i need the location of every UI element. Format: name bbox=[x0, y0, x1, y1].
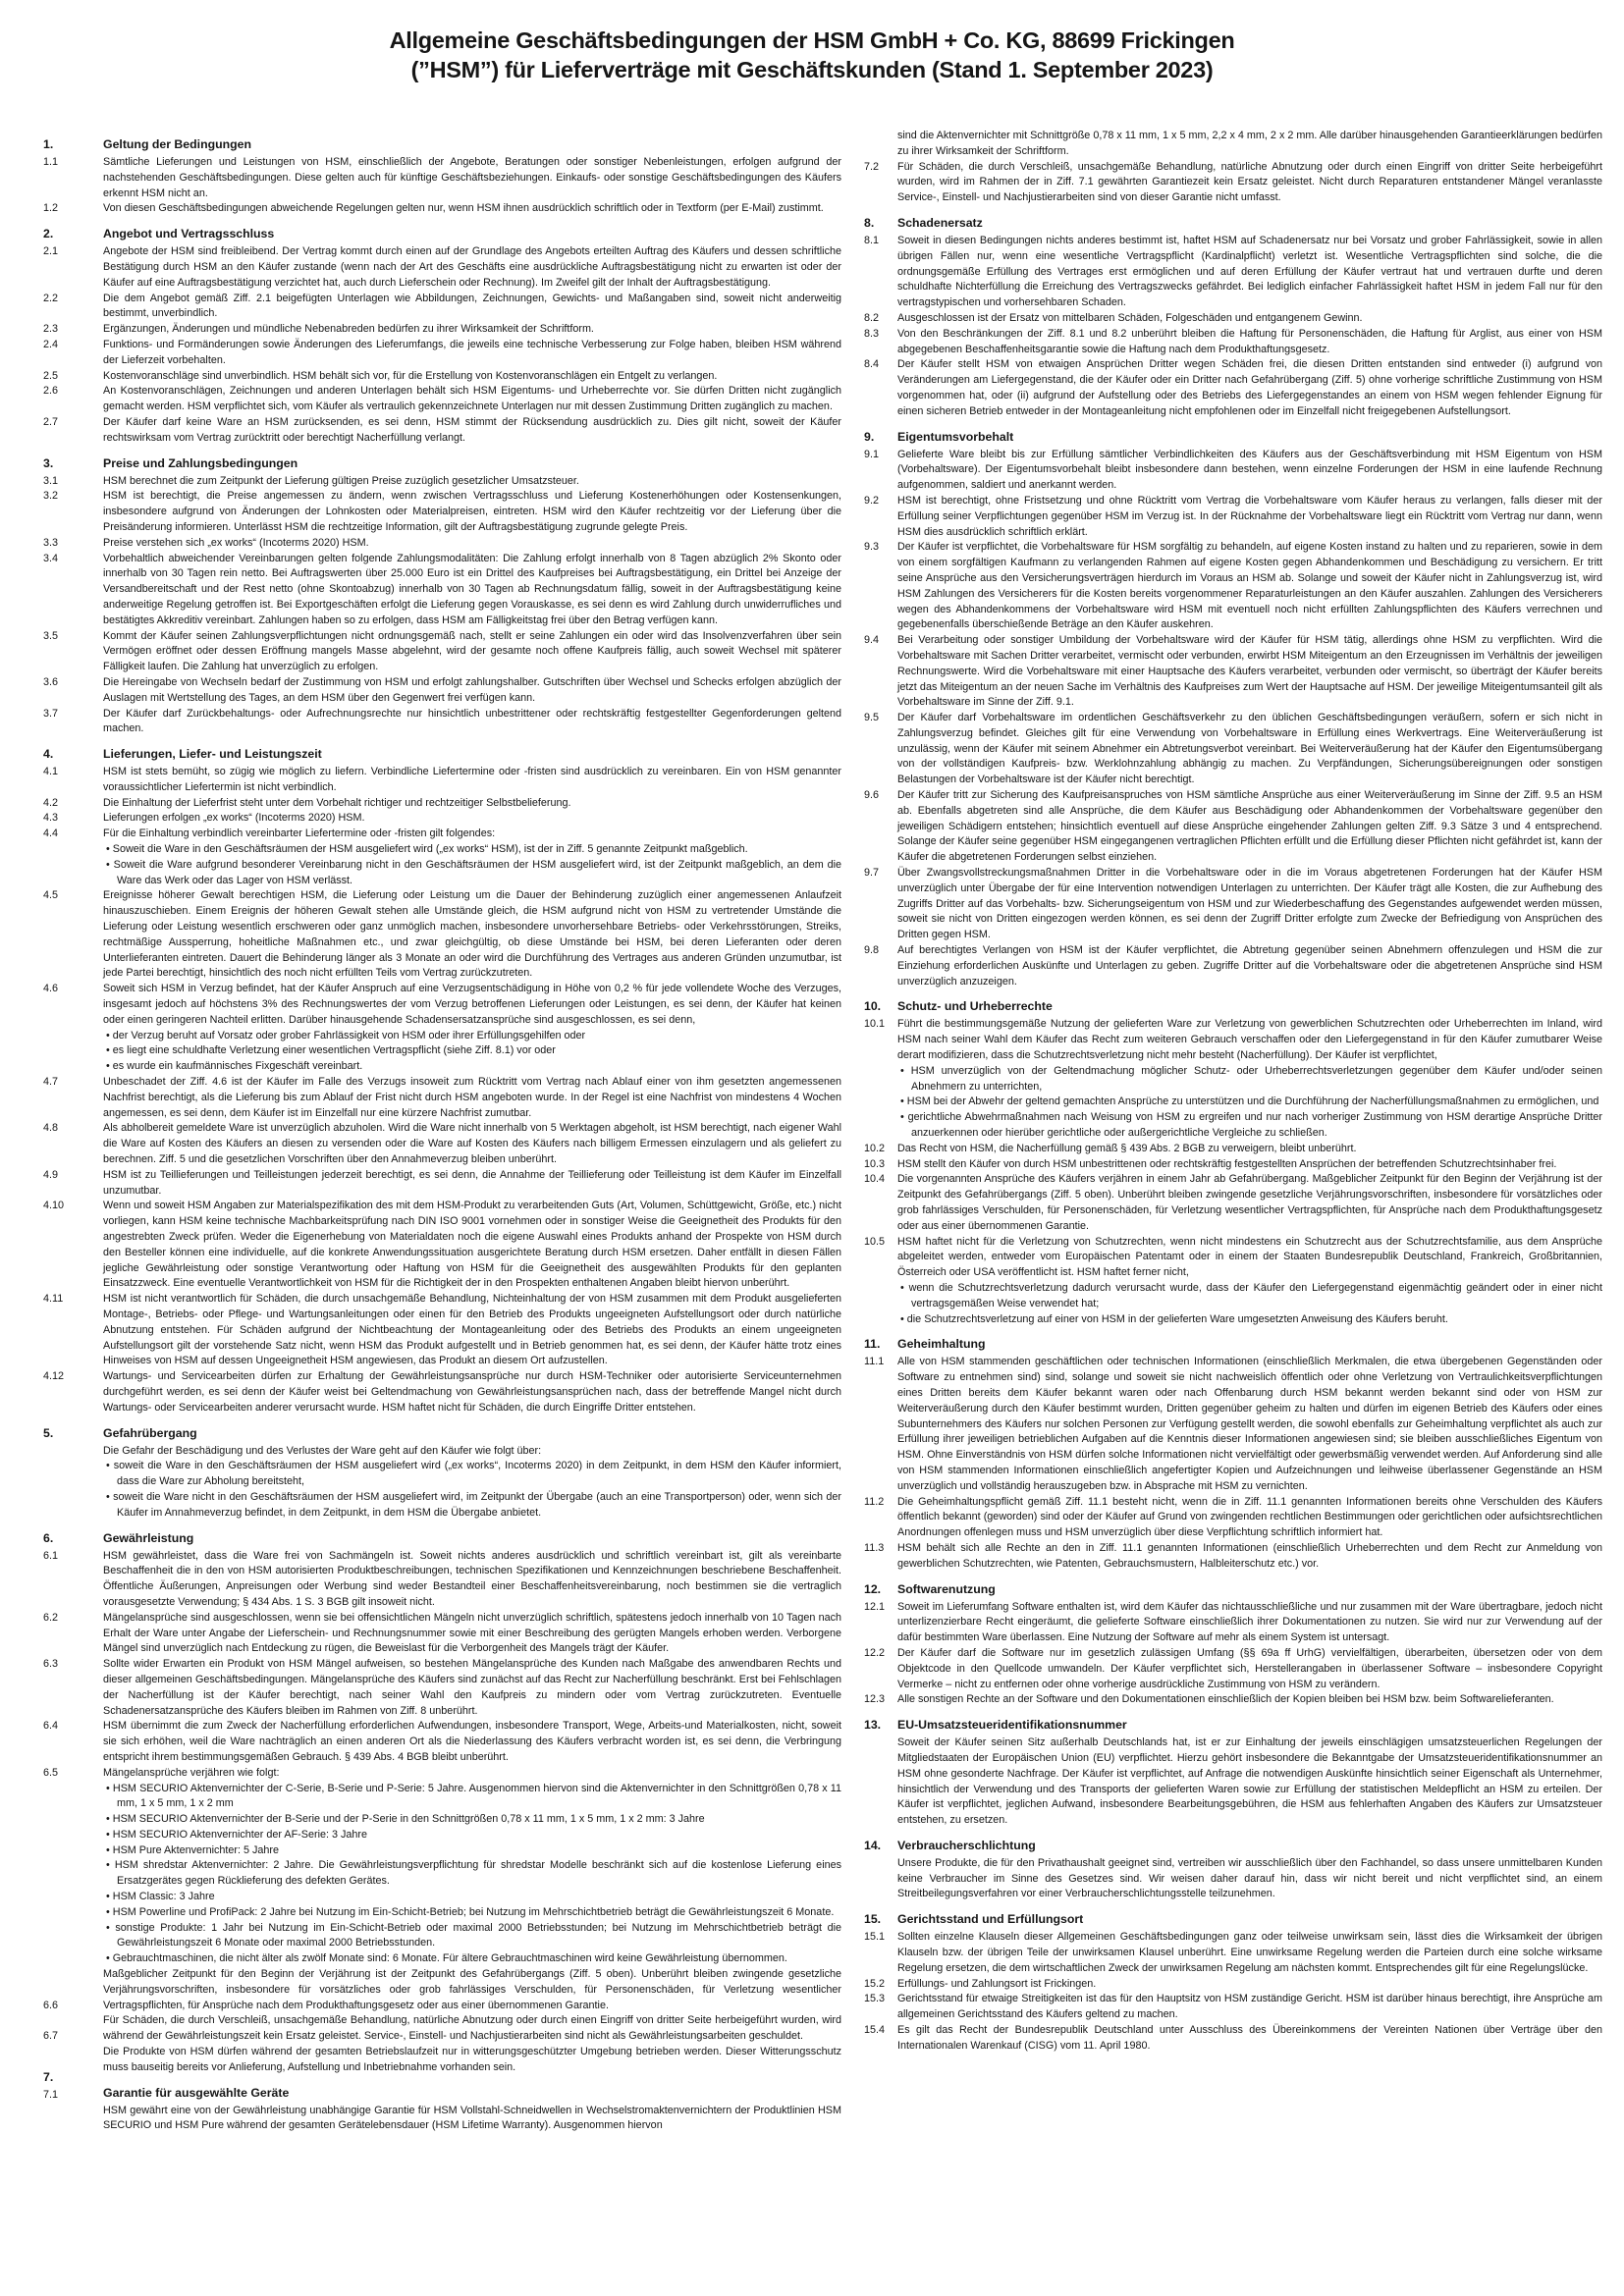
clause-text: HSM ist berechtigt, die Preise angemessen zu ändern, wenn zwischen Vertragsschluss und Lieferung Kostenerhöhungen oder Kostensenkungen, insbesondere aufgrund von Änderungen der Lohnkosten oder Materialpreisen, eintreten. HSM wird den Käufer rechtzeitig vor der Lieferung über die Preisänderung informieren. Unterlässt HSM die rechtzeitige Information, gilt der Auftragsbestätigung zugrunde gelegte Preis. bbox=[103, 490, 841, 533]
clause-text: Für Schäden, die durch Verschleiß, unsachgemäße Behandlung, natürliche Abnutzung oder durch einen Eingriff von dritter Seite herbeigeführt wurden, wird im Rahmen der in Ziff. 7.1 gewährten Garantiezeit kein Ersatz geleistet. Nicht durch Reparaturen entstandener Mängel veranlasste Service-, Einstell- und Nachjustierarbeiten sind von dieser Garantie nicht umfasst. bbox=[897, 160, 1602, 204]
clause-text: Unbeschadet der Ziff. 4.6 ist der Käufer im Falle des Verzugs insoweit zum Rücktritt vom Vertrag nach Ablauf einer von ihm gesetzten angemessenen Nachfrist berechtigt, als die Lieferung bis zum Ablauf der Frist nicht durch HSM angeboten wurde. In der Regel ist eine Nachfrist von mindestens 4 Wochen angemessen, es sei denn, dem Käufer ist im Einzelfall nur eine kürzere Nachfrist zumutbar. bbox=[103, 1076, 841, 1119]
clause-number: 9.6 bbox=[864, 789, 880, 802]
bullet-item bbox=[43, 1459, 841, 1490]
clause-text: HSM haftet nicht für die Verletzung von Schutzrechten, wenn nicht mindestens ein Schutzrecht aus der Schutzrechtsfamilie, aus dem Ansprüche abgeleitet werden, entweder vom Europäischen Patentamt oder in einem der Staaten Bundesrepublik Deutschland, Frankreich, Großbritannien, Österreich oder USA veröffentlicht ist. HSM haftet ferner nicht, bbox=[897, 1235, 1602, 1279]
clause-number: 7.1 bbox=[43, 2088, 59, 2101]
clause-text: Ausgeschlossen ist der Ersatz von mittelbaren Schäden, Folgeschäden und entgangenem Gewinn. bbox=[897, 311, 1363, 324]
clause bbox=[43, 1657, 841, 1719]
section-heading bbox=[43, 455, 841, 472]
clause-number: 13. bbox=[864, 1718, 882, 1733]
bullet-item bbox=[43, 1490, 841, 1522]
clause bbox=[864, 633, 1602, 711]
clause bbox=[43, 369, 841, 385]
clause-number: 4.8 bbox=[43, 1122, 59, 1135]
clause-text: Sämtliche Lieferungen und Leistungen von HSM, einschließlich der Angebote, Beratungen oder sonstiger Nebenleistungen, erfolgen aufgrund der nachstehenden Geschäftsbedingungen. Diese gelten auch für künftige Geschäftsbeziehungen. Einkaufs- oder sonstige Geschäftsbedingungen des Käufers erkennt HSM nicht an. bbox=[103, 156, 841, 199]
clause-number: 3.6 bbox=[43, 675, 59, 688]
clause-number: 9.1 bbox=[864, 448, 880, 460]
clause-text: Soweit in diesen Bedingungen nichts anderes bestimmt ist, haftet HSM auf Schadenersatz nur bei Vorsatz und grober Fahrlässigkeit, sowie in allen übrigen Fällen nur, wenn eine wesentliche Vertragspflicht (Kardinalpflicht) verletzt ist. Wesentliche Vertragspflichten sind solche, die die ordnungsgemäße Erfüllung des Vertrages erst ermöglichen und auf deren Erfüllung der Käufer vertraut hat und vertrauen durfte und deren schuldhafte Nichterfüllung die Erreichung des Vertragszwecks gefährdet. Bei lediglich einfacher Fahrlässigkeit haftet HSM in jedem Fall nur für den vertragstypischen und vorhersehbaren Schaden. bbox=[897, 234, 1602, 309]
clause-text: • soweit die Ware in den Geschäftsräumen der HSM ausgeliefert wird („ex works“, Incoterms 2020) in dem Zeitpunkt, in dem HSM den Käufer informiert, dass die Ware zur Abholung bereitsteht, bbox=[106, 1460, 841, 1488]
clause-text: Erfüllungs- und Zahlungsort ist Frickingen. bbox=[897, 1977, 1097, 1990]
clause-text: Alle von HSM stammenden geschäftlichen oder technischen Informationen (einschließlich Merkmalen, die etwa übergebenen Gegenständen oder Software zu entnehmen sind) sind, solange und soweit sie nicht nachweislich öffentlich oder ohne Verletzung von Vertraulichkeitsverpflichtungen eines Dritten bereits dem Käufer bekannt waren oder nach Offenbarung durch HSM bekannt werden bekannt sind oder von HSM zur Weiterveräußerung durch den Käufer bestimmt wurden, Dritten gegenüber geheim zu halten und dürfen im eigenen Betrieb des Käufers oder eines Subunternehmers des Käufers nur solchen Personen zur Verfügung gestellt werden, die sowohl ebenfalls zur Geheimhaltung verpflichtet als auch zur Erfüllung ihrer jeweiligen betrieblichen Aufgaben auf die Kenntnis dieser Informationen angewiesen sind; sie bleiben ausschließliches Eigentum von HSM. Ohne Einverständnis von HSM dürfen solche Informationen nicht vervielfältigt oder gewerbsmäßig verwendet werden. Auf Anforderung sind alle von HSM stammenden Informationen einschließlich angefertigter Kopien und Aufzeichnungen und leihweise überlassener Gegenstände an HSM unverzüglich und vollständig herauszugeben bzw. in Absprache mit HSM zu vernichten. bbox=[897, 1356, 1602, 1492]
clause-number: 2.1 bbox=[43, 245, 59, 258]
clause-number: 9.7 bbox=[864, 867, 880, 880]
clause-number: 6.3 bbox=[43, 1658, 59, 1671]
section-title: Eigentumsvorbehalt bbox=[897, 429, 1014, 444]
clause bbox=[43, 322, 841, 338]
clause bbox=[864, 160, 1602, 206]
clause-number: 6.7 bbox=[43, 2030, 59, 2043]
bullet-item bbox=[43, 1951, 841, 1967]
section-title: Gefahrübergang bbox=[103, 1425, 197, 1440]
section-title: EU-Umsatzsteueridentifikationsnummer bbox=[897, 1718, 1127, 1733]
section-title: Gerichtsstand und Erfüllungsort bbox=[897, 1912, 1084, 1927]
clause-text: • es liegt eine schuldhafte Verletzung einer wesentlichen Vertragspflicht (siehe Ziff. 8.1) vor oder bbox=[106, 1044, 556, 1057]
clause-number: 2.4 bbox=[43, 338, 59, 350]
clause-text: Lieferungen erfolgen „ex works“ (Incoterms 2020) HSM. bbox=[103, 812, 365, 825]
clause-number: 11.2 bbox=[864, 1495, 885, 1508]
clause bbox=[43, 827, 841, 842]
clause-number: 4.3 bbox=[43, 812, 59, 825]
clause-text: Das Recht von HSM, die Nacherfüllung gemäß § 439 Abs. 2 BGB zu verweigern, bleibt unberührt. bbox=[897, 1142, 1357, 1154]
section-heading bbox=[864, 1838, 1602, 1854]
right-column bbox=[864, 129, 1602, 2055]
clause-text: HSM berechnet die zum Zeitpunkt der Lieferung gültigen Preise zuzüglich gesetzlicher Umsatzsteuer. bbox=[103, 474, 579, 487]
clause-number: 4.12 bbox=[43, 1370, 65, 1383]
clause-text: Bei Verarbeitung oder sonstiger Umbildung der Vorbehaltsware wird der Käufer für HSM tätig, allerdings ohne HSM zu verpflichten. Wird die Vorbehaltsware mit Sachen Dritter verarbeitet, vermischt oder verbunden, erwirbt HSM Miteigentum an den Erzeugnissen im Verhältnis der jeweiligen Rechnungswerte. Wird die Vorbehaltsware mit einer Hauptsache des Käufers verarbeitet, verbunden oder vermischt, so überträgt der Käufer bereits jetzt das Miteigentum an der neuen Sache im Verhältnis des Kaufpreises zum Wert der Hauptsache auf HSM. Der jeweilige Miteigentumsanteil gilt als Vorbehaltsware im Sinne der Ziff. 9.1. bbox=[897, 634, 1602, 709]
clause-number: 12. bbox=[864, 1581, 882, 1596]
clause-text: Angebote der HSM sind freibleibend. Der Vertrag kommt durch einen auf der Grundlage des Angebots erteilten Auftrag des Käufers und dessen schriftliche Bestätigung durch HSM an den Käufer zustande (wenn nach der Art des Geschäfts eine ausdrückliche Auftragsbestätigung nicht zu erwarten ist oder der Käufer auf eine Auftragsbestätigung verzichtet hat, auch durch Lieferschein oder Rechnung). Im Zweifel gilt der Inhalt der Auftragsbestätigung. bbox=[103, 245, 841, 289]
clause-number: 1. bbox=[43, 137, 54, 151]
clause-number: 2.3 bbox=[43, 323, 59, 336]
clause-text: HSM gewährleistet, dass die Ware frei von Sachmängeln ist. Soweit nichts anderes ausdrücklich und schriftlich vereinbart ist, gilt als vereinbarte Beschaffenheit die in den von HSM autorisierten Produktbeschreibungen, technischen Spezifikationen und Kennzeichnungen beschriebene Beschaffenheit. Öffentliche Äußerungen, Anpreisungen oder Werbung sind weder Bestandteil einer Beschaffenheitsvereinbarung, noch bestimmen sie die vertraglich vorausgesetzte Verwendung; § 434 Abs. 1 S. 3 BGB gilt insoweit nicht. bbox=[103, 1549, 841, 1608]
section-title: Schutz- und Urheberrechte bbox=[897, 999, 1053, 1014]
clause-number: 6.5 bbox=[43, 1766, 59, 1779]
clause-text: Gelieferte Ware bleibt bis zur Erfüllung sämtlicher Verbindlichkeiten des Käufers aus der Geschäftsverbindung mit HSM Eigentum von HSM (Vorbehaltsware). Der Eigentumsvorbehalt bleibt insbesondere dann bestehen, wenn einzelne Forderungen der HSM in eine laufende Rechnung aufgenommen, saldiert und anerkannt werden. bbox=[897, 448, 1602, 492]
clause-text: HSM ist berechtigt, ohne Fristsetzung und ohne Rücktritt vom Vertrag die Vorbehaltsware vom Käufer heraus zu verlangen, falls dieser mit der Erfüllung seiner Verpflichtungen gegenüber HSM im Verzug ist. In der Rücknahme der Vorbehaltsware liegt ein Rücktritt vom Vertrag nur dann, wenn HSM dies ausdrücklich schriftlich erklärt. bbox=[897, 494, 1602, 538]
bullet-item bbox=[864, 1095, 1602, 1110]
clause bbox=[43, 1967, 841, 2013]
clause-number: 15.1 bbox=[864, 1931, 886, 1944]
clause-number: 4.2 bbox=[43, 796, 59, 809]
clause-number: 7. bbox=[43, 2069, 54, 2084]
clause bbox=[43, 415, 841, 447]
clause-text: Gerichtsstand für etwaige Streitigkeiten ist das für den Hauptsitz von HSM zuständige Gericht. HSM ist darüber hinaus berechtigt, ihre Ansprüche am allgemeinen Gerichtsstand des Käufers geltend zu machen. bbox=[897, 1993, 1602, 2021]
clause-text: • HSM bei der Abwehr der geltend gemachten Ansprüche zu unterstützen und die Durchführung der Nacherfüllungsmaßnahmen zu ermöglichen, und bbox=[900, 1095, 1599, 1108]
clause-text: • gerichtliche Abwehrmaßnahmen nach Weisung von HSM zu ergreifen und nur nach vorheriger Zustimmung von HSM derartige Ansprüche Dritter anzuerkennen oder hierüber gerichtliche oder außergerichtliche Vergleiche zu schließen. bbox=[900, 1111, 1602, 1140]
bullet-item bbox=[864, 1064, 1602, 1095]
clause-number: 11. bbox=[864, 1337, 881, 1352]
clause-text: Die Einhaltung der Lieferfrist steht unter dem Vorbehalt richtiger und rechtzeitiger Selbstbelieferung. bbox=[103, 796, 571, 809]
clause-number: 2.6 bbox=[43, 385, 59, 398]
section-heading bbox=[43, 136, 841, 153]
clause-text: • HSM SECURIO Aktenvernichter der B-Serie und der P-Serie in den Schnittgrößen 0,78 x 11 mm, 1 x 5 mm, 1 x 2 mm: 3 Jahre bbox=[106, 1813, 705, 1826]
clause-text: Funktions- und Formänderungen sowie Änderungen des Lieferumfangs, die jeweils eine technische Verbesserung zur Folge haben, bleiben HSM während der Lieferzeit vorbehalten. bbox=[103, 338, 841, 366]
clause bbox=[864, 1355, 1602, 1494]
section-title: Verbraucherschlichtung bbox=[897, 1838, 1036, 1852]
clause bbox=[864, 1495, 1602, 1541]
bullet-item bbox=[43, 1858, 841, 1890]
clause-text: Kostenvoranschläge sind unverbindlich. HSM behält sich vor, für die Erstellung von Kostenvoranschlägen ein Entgelt zu verlangen. bbox=[103, 369, 718, 382]
clause-text: • die Schutzrechtsverletzung auf einer von HSM in der gelieferten Ware umgesetzten Anweisung des Käufers beruht. bbox=[900, 1312, 1448, 1325]
clause-number: 8. bbox=[864, 215, 875, 230]
clause bbox=[864, 1646, 1602, 1692]
clause-text: • HSM Powerline und ProfiPack: 2 Jahre bei Nutzung im Ein-Schicht-Betrieb; bei Nutzung im Mehrschichtbetrieb beträgt die Gewährleistungszeit 6 Monate. bbox=[106, 1905, 835, 1918]
clause-text: Die vorgenannten Ansprüche des Käufers verjähren in einem Jahr ab Gefahrübergang. Maßgeblicher Zeitpunkt für den Beginn der Verjährung ist der Zeitpunkt des Gefahrübergangs (Ziff. 5 oben). Unberührt bleiben zwingende gesetzliche Verjährungsvorschriften, insbesondere für vorsätzliches oder grob fahrlässiges Verschulden, für Personenschäden, für Verletzung wesentlicher Vertragspflichten, für Ansprüche nach dem Produkthaftungsgesetz oder aus einer übernommenen Garantie. bbox=[897, 1173, 1602, 1232]
bullet-item bbox=[864, 1312, 1602, 1328]
clause-number: 12.3 bbox=[864, 1693, 886, 1706]
clause-number: 10. bbox=[864, 999, 882, 1014]
clause bbox=[864, 129, 1602, 160]
clause-number: 1.2 bbox=[43, 202, 59, 215]
clause bbox=[43, 384, 841, 415]
clause-text: • sonstige Produkte: 1 Jahr bei Nutzung im Ein-Schicht-Betrieb oder maximal 2000 Betriebsstunden; bei Nutzung im Mehrschichtbetrieb beträgt die Gewährleistungszeit 6 Monate oder maximal 2000 Betriebsstunden. bbox=[106, 1921, 841, 1949]
clause bbox=[43, 629, 841, 675]
clause bbox=[864, 788, 1602, 866]
section-title: Geheimhaltung bbox=[897, 1337, 986, 1352]
clause-text: HSM ist zu Teillieferungen und Teilleistungen jederzeit berechtigt, es sei denn, die Annahme der Teillieferung oder Teilleistung ist dem Käufer im Einzelfall unzumutbar. bbox=[103, 1168, 841, 1197]
clause bbox=[864, 1157, 1602, 1173]
document-title-line1: Allgemeine Geschäftsbedingungen der HSM GmbH + Co. KG, 88699 Frickingen bbox=[389, 27, 1235, 53]
clause-text: Ergänzungen, Änderungen und mündliche Nebenabreden bedürfen zu ihrer Wirksamkeit der Schriftform. bbox=[103, 323, 594, 336]
clause-number: 15.2 bbox=[864, 1977, 886, 1990]
clause-text: Der Käufer darf keine Ware an HSM zurücksenden, es sei denn, HSM stimmt der Rücksendung ausdrücklich zu. Dies gilt nicht, soweit der Käufer rechtswirksam vom Vertrag zurücktritt oder berechtigt Nacherfüllung verlangt. bbox=[103, 415, 841, 444]
clause-number: 15.3 bbox=[864, 1993, 886, 2005]
clause-text: Von den Beschränkungen der Ziff. 8.1 und 8.2 unberührt bleiben die Haftung für Personenschäden, die Haftung für Arglist, aus einer von HSM abgegebenen Beschaffenheitsgarantie sowie die Haftung nach dem Produkthaftungsgesetz. bbox=[897, 327, 1602, 355]
clause bbox=[43, 675, 841, 707]
clause-text: • der Verzug beruht auf Vorsatz oder grober Fahrlässigkeit von HSM oder ihrer Erfüllungsgehilfen oder bbox=[106, 1029, 586, 1041]
clause-text: Als abholbereit gemeldete Ware ist unverzüglich abzuholen. Wird die Ware nicht innerhalb von 5 Werktagen abgeholt, ist HSM berechtigt, nach eigener Wahl die Ware auf Kosten des Käufers an diesen zu versenden oder die Ware auf Kosten des Käufers nach billigem Ermessen einzulagern und als geliefert zu berechnen. Ziff. 5 und die gesetzlichen Vorschriften über den Annahmeverzug bleiben unberührt. bbox=[103, 1122, 841, 1166]
section-heading bbox=[864, 1717, 1602, 1734]
clause-text: • Gebrauchtmaschinen, die nicht älter als zwölf Monate sind: 6 Monate. Für ältere Gebrauchtmaschinen wird keine Gewährleistung übernommen. bbox=[106, 1952, 787, 1965]
clause bbox=[43, 244, 841, 291]
clause-text: Der Käufer ist verpflichtet, die Vorbehaltsware für HSM sorgfältig zu behandeln, auf eigene Kosten instand zu halten und zu reparieren, sowie in dem von einem sorgfältigen Kaufmann zu verlangenden Rahmen auf eigene Kosten gegen Abhandenkommen und Beschädigung zu versichern. Er tritt seine Ansprüche aus den Versicherungsverträgen hierdurch im Voraus an HSM ab. Solange und soweit der Käufer nicht in Zahlungsverzug ist, wird HSM Zahlungen des Versicherers für die Kosten bereits vorgenommener Reparaturleistungen an den Käufer auszahlen. Zahlungen des Versicherers wegen des Abhandenkommens der Vorbehaltsware wird HSM mit eventuell noch nicht erfüllten Zahlungspflichten des Käufers verrechnen und gegebenenfalls überschießende Beträge an den Käufer auskehren. bbox=[897, 541, 1602, 631]
clause-number: 3.3 bbox=[43, 536, 59, 549]
clause-number: 10.4 bbox=[864, 1173, 886, 1186]
clause-text: Die dem Angebot gemäß Ziff. 2.1 beigefügten Unterlagen wie Abbildungen, Zeichnungen, Gewichts- und Maßangaben sind, soweit nicht anderweitig bestimmt, unverbindlich. bbox=[103, 292, 841, 320]
clause-number: 6.1 bbox=[43, 1549, 59, 1562]
clause bbox=[43, 1199, 841, 1292]
bullet-item bbox=[43, 1812, 841, 1828]
section-title: Preise und Zahlungsbedingungen bbox=[103, 455, 298, 470]
section-title: Softwarenutzung bbox=[897, 1581, 996, 1596]
clause-number: 12.1 bbox=[864, 1600, 886, 1613]
clause-text: • Soweit die Ware in den Geschäftsräumen der HSM ausgeliefert wird („ex works“ HSM), ist der in Ziff. 5 genannte Zeitpunkt maßgeblich. bbox=[106, 843, 748, 856]
section-heading bbox=[864, 1336, 1602, 1353]
clause-text: Mängelansprüche verjähren wie folgt: bbox=[103, 1766, 280, 1779]
clause-text: • wenn die Schutzrechtsverletzung dadurch verursacht wurde, dass der Käufer den Liefergegenstand eigenmächtig geändert oder in einer nicht vertragsgemäßen Weise verwendet hat; bbox=[900, 1281, 1602, 1309]
clause bbox=[43, 1719, 841, 1765]
clause-number: 9.4 bbox=[864, 634, 880, 647]
clause bbox=[43, 552, 841, 629]
clause-text: Preise verstehen sich „ex works“ (Incoterms 2020) HSM. bbox=[103, 536, 369, 549]
clause bbox=[43, 1121, 841, 1167]
clause-number: 2.5 bbox=[43, 369, 59, 382]
clause-number: 3.2 bbox=[43, 490, 59, 503]
clause bbox=[864, 1017, 1602, 1063]
clause bbox=[864, 234, 1602, 311]
clause-number: 10.2 bbox=[864, 1142, 886, 1154]
clause bbox=[43, 1168, 841, 1200]
clause-text: Vorbehaltlich abweichender Vereinbarungen gelten folgende Zahlungsmodalitäten: Die Zahlung erfolgt innerhalb von 8 Tagen abzüglich 2% Skonto oder innerhalb von 30 Tagen rein netto. Bei Auftragswerten über 25.000 Euro ist ein Drittel des Kaufpreises bei Auftragsbestätigung, ein Drittel bei Anzeige der Versandbereitschaft und der Rest netto (ohne Skontoabzug) innerhalb von 30 Tagen ab Rechnungsdatum fällig, soweit in der Auftragsbestätigung keine anderweitige Regelung getroffen ist. Bei Exportgeschäften erfolgt die Lieferung gegen Vorauskasse, es sei denn es wird Zahlung durch unwiderrufliches und bestätigtes Akkreditiv vereinbart. Zahlungen haben so zu erfolgen, dass HSM am Fälligkeitstag frei über den Betrag verfügen kann. bbox=[103, 552, 841, 626]
bullet-item bbox=[43, 842, 841, 858]
clause-text: Die Geheimhaltungspflicht gemäß Ziff. 11.1 besteht nicht, wenn die in Ziff. 11.1 genannten Informationen bereits ohne Verschulden des Käufers öffentlich bekannt (geworden) sind oder der Käufer auf Grund von zwingenden rechtlichen Bestimmungen oder gerichtlichen oder aufsichtsrechtlichen Anordnungen offenlegen muss und HSM unverzüglich über diese Verpflichtung schriftlich informiert hat. bbox=[897, 1495, 1602, 1539]
clause bbox=[43, 888, 841, 982]
left-column bbox=[43, 128, 841, 2134]
clause bbox=[43, 1292, 841, 1369]
section-title: Gewährleistung bbox=[103, 1530, 194, 1545]
clause bbox=[43, 811, 841, 827]
clause-number: 10.5 bbox=[864, 1235, 886, 1248]
section-title: Schadenersatz bbox=[897, 215, 983, 230]
clause bbox=[43, 2030, 841, 2076]
clause-text: Ereignisse höherer Gewalt berechtigen HSM, die Lieferung oder Leistung um die Dauer der Behinderung zuzüglich einer angemessenen Anlaufzeit hinauszuschieben. Einem Ereignis der höheren Gewalt stehen alle Umstände gleich, die HSM aufgrund nicht von HSM zu vertretender Umstände die Lieferung oder Leistung wesentlich erschweren oder ganz unmöglich machen, insbesondere unvorhersehbare Betriebs- oder Verkehrsstörungen, Streiks, rechtmäßige Aussperrung, hoheitliche Maßnahmen etc., und zwar gleichgültig, ob diese Umstände bei HSM, bei deren Lieferanten oder deren Unterlieferanten eintreten. Dauert die Behinderung länger als 3 Monate an oder wird die Durchführung des Vertrages aus anderen Gründen unzumutbar, ist jede Partei berechtigt, hinsichtlich des noch nicht erfüllten Teils vom Vertrag zurückzutreten. bbox=[103, 889, 841, 980]
clause-text: Für die Einhaltung verbindlich vereinbarter Liefertermine oder -fristen gilt folgendes: bbox=[103, 828, 496, 840]
clause-number: 14. bbox=[864, 1838, 882, 1852]
clause-number: 4.6 bbox=[43, 983, 59, 995]
clause-text: Soweit der Käufer seinen Sitz außerhalb Deutschlands hat, ist er zur Einhaltung der jeweils einschlägigen umsatzsteuerlichen Regelungen der Mitgliedstaaten der Europäischen Union (EU) verpflichtet. Hierzu gehört insbesondere die Bekanntgabe der Umsatzsteueridentifikationsnummer an HSM ohne gesonderte Nachfrage. Der Käufer ist verpflichtet, auf Anfrage die notwendigen Auskünfte hinsichtlich seiner Eigenschaft als Unternehmer, hinsichtlich der Verwendung und des Transports der gelieferten Waren sowie zur Erfüllung der statistischen Meldepflicht an HSM zu erteilen. Der Käufer ist verpflichtet, jeglichen Aufwand, insbesondere Bearbeitungsgebühren, die HSM aus fehlerhaften Angaben des Käufers zur Umsatzsteuer entstehen, zu ersetzen. bbox=[897, 1736, 1602, 1827]
clause-number: 5. bbox=[43, 1425, 54, 1440]
clause-text: Führt die bestimmungsgemäße Nutzung der gelieferten Ware zur Verletzung von gewerblichen Schutzrechten oder Urheberrechten im Inland, wird HSM nach seiner Wahl dem Käufer das Recht zum weiteren Gebrauch verschaffen oder den Liefergegenstand in für den Käufer zumutbarer Weise derart modifizieren, dass die Schutzrechtsverletzung nicht mehr besteht (Nacherfüllung). Der Käufer ist verpflichtet, bbox=[897, 1018, 1602, 1062]
clause bbox=[43, 707, 841, 738]
clause-text: Für Schäden, die durch Verschleiß, unsachgemäße Behandlung, natürliche Abnutzung oder durch einen Eingriff von dritter Seite herbeigeführt wurden, wird während der Gewährleistungszeit kein Ersatz geleistet. Service-, Einstell- und Nachjustierarbeiten sind nicht als Gewährleistungsarbeiten geschuldet. bbox=[103, 2014, 841, 2043]
clause-text: Kommt der Käufer seinen Zahlungsverpflichtungen nicht ordnungsgemäß nach, stellt er seine Zahlungen ein oder wird das Insolvenzverfahren über sein Vermögen eröffnet oder dessen Eröffnung mangels Masse abgelehnt, wird der gesamte noch offene Kaufpreis fällig, auch soweit Wechsel mit späterer Fälligkeit laufen. Die Zahlung hat unverzüglich zu erfolgen. bbox=[103, 629, 841, 673]
clause-number: 11.3 bbox=[864, 1541, 885, 1554]
clause-number: 2.2 bbox=[43, 292, 59, 304]
clause-text: Sollte wider Erwarten ein Produkt von HSM Mängel aufweisen, so bestehen Mängelansprüche des Kunden nach Maßgabe des anwendbaren Rechts und dieser allgemeinen Geschäftsbedingungen. Mängelansprüche des Käufers sind zunächst auf das Recht zur Nacherfüllung beschränkt. Erst bei Fehlschlagen der Nacherfüllung ist der Käufer berechtigt, nach seiner Wahl den Kaufpreis zu mindern oder vom Vertrag zurückzutreten. Eventuelle Schadenersatzansprüche des Käufers bleiben im Rahmen von Ziff. 8 unberührt. bbox=[103, 1658, 841, 1717]
section-heading bbox=[864, 998, 1602, 1015]
clause bbox=[43, 155, 841, 201]
section-heading bbox=[864, 429, 1602, 446]
clause-text: Es gilt das Recht der Bundesrepublik Deutschland unter Ausschluss des Übereinkommens der Vereinten Nationen über Verträge über den Internationalen Warenkauf (CISG) vom 11. April 1980. bbox=[897, 2024, 1602, 2052]
clause-text: HSM übernimmt die zum Zweck der Nacherfüllung erforderlichen Aufwendungen, insbesondere Transport, Wege, Arbeits-und Materialkosten, nicht, soweit sie sich erhöhen, weil die Ware nachträglich an einen anderen Ort als die Niederlassung des Käufers verbracht worden ist, es sei denn, die Verbringung entspricht ihrem bestimmungsgemäßen Gebrauch. § 439 Abs. 4 BGB bleibt unberührt. bbox=[103, 1720, 841, 1763]
clause-text: Alle sonstigen Rechte an der Software und den Dokumentationen einschließlich der Kopien bleiben bei HSM bzw. beim Softwarelieferanten. bbox=[897, 1693, 1554, 1706]
clause bbox=[43, 1549, 841, 1611]
clause-text: Der Käufer darf Zurückbehaltungs- oder Aufrechnungsrechte nur hinsichtlich unbestrittener oder rechtskräftig festgestellter Gegenforderungen geltend machen. bbox=[103, 707, 841, 735]
document-title-line2: (”HSM”) für Lieferverträge mit Geschäftskunden (Stand 1. September 2023) bbox=[410, 57, 1214, 82]
clause-number: 8.3 bbox=[864, 327, 880, 340]
clause-number: 2. bbox=[43, 227, 54, 241]
section-heading bbox=[43, 2069, 841, 2102]
section-title: Garantie für ausgewählte Geräte bbox=[103, 2085, 290, 2100]
clause-text: Maßgeblicher Zeitpunkt für den Beginn der Verjährung ist der Zeitpunkt des Gefahrübergangs (Ziff. 5 oben). Unberührt bleiben zwingende gesetzliche Verjährungsvorschriften, insbesondere für vorsätzliches oder grob fahrlässiges Verschulden, für Personenschäden, für Verletzung wesentlicher Vertragspflichten, für Ansprüche nach dem Produkthaftungsgesetz oder aus einer übernommenen Garantie. bbox=[103, 1968, 841, 2011]
clause-text: • es wurde ein kaufmännisches Fixgeschäft vereinbart. bbox=[106, 1060, 363, 1073]
clause-number: 9.2 bbox=[864, 494, 880, 507]
clause-number: 4.9 bbox=[43, 1168, 59, 1181]
clause-number: 15.4 bbox=[864, 2024, 886, 2037]
bullet-item bbox=[864, 1110, 1602, 1142]
clause bbox=[43, 536, 841, 552]
clause bbox=[864, 327, 1602, 358]
bullet-item bbox=[43, 1843, 841, 1859]
bullet-item bbox=[43, 1782, 841, 1813]
section-heading bbox=[864, 1911, 1602, 1928]
clause-text: HSM behält sich alle Rechte an den in Ziff. 11.1 genannten Informationen (einschließlich Urheberrechten und dem Recht zur Anmeldung von gewerblichen Schutzrechten, wie Patenten, Gebrauchsmustern, Halbleiterschutz etc.) vor. bbox=[897, 1541, 1602, 1570]
clause bbox=[43, 1444, 841, 1460]
clause-number: 12.2 bbox=[864, 1646, 886, 1659]
clause-text: Der Käufer darf Vorbehaltsware im ordentlichen Geschäftsverkehr zu den üblichen Geschäftsbedingungen veräußern, sofern er sich nicht in Zahlungsverzug befindet. Gleiches gilt für eine Verwendung von Vorbehaltsware in Erfüllung eines Werkvertrags. Eine Weiterveräußerung ist unzulässig, wenn der Käufer mit seinem Abnehmer ein Abtretungsverbot vereinbart. Bei Weiterveräußerung hat der Käufer den Eigentumsübergang von der vollständigen Kaufpreis- bzw. Werklohnzahlung abhängig zu machen. Zu Verpfändungen, Sicherungsübereignungen oder sonstigen Belastungen der Vorbehaltsware ist der Käufer nicht berechtigt. bbox=[897, 712, 1602, 786]
clause bbox=[864, 311, 1602, 327]
clause-text: Die Gefahr der Beschädigung und des Verlustes der Ware geht auf den Käufer wie folgt über: bbox=[103, 1444, 542, 1457]
clause bbox=[864, 1541, 1602, 1573]
clause bbox=[43, 1766, 841, 1782]
clause-text: An Kostenvoranschlägen, Zeichnungen und anderen Unterlagen behält sich HSM Eigentums- und Urheberrechte vor. Sie dürfen Dritten nicht zugänglich gemacht werden. HSM verpflichtet sich, vom Käufer als vertraulich gekennzeichnete Unterlagen nur mit dessen Zustimmung Dritten zugänglich zu machen. bbox=[103, 385, 841, 413]
clause-number: 4.5 bbox=[43, 889, 59, 902]
clause bbox=[864, 1735, 1602, 1829]
clause-number: 2.7 bbox=[43, 415, 59, 428]
clause-text: Soweit im Lieferumfang Software enthalten ist, wird dem Käufer das nichtausschließliche und nur zusammen mit der Ware übertragbare, jedoch nicht unterlizenzierbare Recht eingeräumt, die gelieferte Software einschließlich ihrer Dokumentationen zu nutzen. Sie wird nur zur Verwendung auf der dafür bestimmten Ware überlassen. Eine Nutzung der Software auf mehr als einem System ist untersagt. bbox=[897, 1600, 1602, 1644]
clause bbox=[43, 1075, 841, 1121]
section-heading bbox=[43, 226, 841, 242]
clause bbox=[864, 1600, 1602, 1646]
clause-number: 4. bbox=[43, 747, 54, 762]
clause-number: 6.6 bbox=[43, 1999, 59, 2011]
clause bbox=[43, 292, 841, 323]
clause-number: 1.1 bbox=[43, 156, 59, 168]
clause-number: 3.4 bbox=[43, 552, 59, 564]
clause-number: 9.5 bbox=[864, 712, 880, 724]
bullet-item bbox=[43, 1905, 841, 1921]
clause bbox=[864, 357, 1602, 419]
clause-number: 4.11 bbox=[43, 1293, 64, 1306]
clause-number: 8.2 bbox=[864, 311, 880, 324]
clause-text: Der Käufer stellt HSM von etwaigen Ansprüchen Dritter wegen Schäden frei, die diesen Dritten entstanden sind entweder (i) aufgrund von Veränderungen am Liefergegenstand, die der Käufer oder ein Dritter nach Gefahrübergang (Ziff. 5) ohne vorherige schriftliche Zustimmung von HSM vorgenommen hat, oder (ii) aufgrund der Aufstellung oder des Betriebs des Liefergegenstandes an einem von HSM wegen fehlender Eignung für einen sicheren Betrieb entweder in der Montageanleitung nicht empfohlenen oder im Einzelfall nicht freigegebenen Aufstellungsort. bbox=[897, 358, 1602, 417]
clause-text: HSM gewährt eine von der Gewährleistung unabhängige Garantie für HSM Vollstahl-Schneidwellen in Wechselstromaktenvernichtern der Produktlinien HSM SECURIO und HSM Pure während der gesamten Gerätelebensdauer (HSM Lifetime Warranty). Ausgenommen hiervon bbox=[103, 2104, 841, 2132]
clause-number: 9. bbox=[864, 429, 875, 444]
clause bbox=[864, 494, 1602, 540]
clause-text: • Soweit die Ware aufgrund besonderer Vereinbarung nicht in den Geschäftsräumen der HSM ausgeliefert wird, ist der Zeitpunkt maßgeblich, an dem die Ware das Werk oder das Lager von HSM verlässt. bbox=[106, 858, 841, 886]
clause-number: 6.4 bbox=[43, 1720, 59, 1733]
clause-text: • soweit die Ware nicht in den Geschäftsräumen der HSM ausgeliefert wird, im Zeitpunkt der Übergabe (auch an eine Transportperson) oder, wenn sich der Käufer im Annahmeverzug befindet, in dem Zeitpunkt, in dem HSM die Übergabe anbietet. bbox=[106, 1490, 841, 1519]
clause-text: Unsere Produkte, die für den Privathaushalt geeignet sind, vertreiben wir ausschließlich über den Fachhandel, so dass unsere unmittelbaren Kunden keine Verbraucher im Sinne des Gesetzes sind. Wir weisen daher darauf hin, dass wir nicht bereit und nicht verpflichtet sind, an einem Streitbeilegungsverfahren vor einer Verbraucherschlichtungsstelle teilzunehmen. bbox=[897, 1856, 1602, 1900]
clause bbox=[43, 338, 841, 369]
clause bbox=[43, 1999, 841, 2045]
clause-text: sind die Aktenvernichter mit Schnittgröße 0,78 x 11 mm, 1 x 5 mm, 2,2 x 4 mm, 2 x 2 mm. Alle darüber hinausgehenden Garantieerklärungen bedürfen zu ihrer Wirksamkeit der Schriftform. bbox=[897, 130, 1602, 157]
section-heading bbox=[43, 1425, 841, 1442]
section-title: Lieferungen, Liefer- und Leistungszeit bbox=[103, 747, 322, 762]
clause-number: 6. bbox=[43, 1530, 54, 1545]
clause bbox=[864, 448, 1602, 494]
clause bbox=[43, 1369, 841, 1415]
clause bbox=[864, 540, 1602, 633]
clause-text: Die Hereingabe von Wechseln bedarf der Zustimmung von HSM und erfolgt zahlungshalber. Gutschriften über Wechsel und Schecks erfolgen abzüglich der Auslagen mit Wertstellung des Tages, an dem HSM über den Gegenwert frei verfügen kann. bbox=[103, 675, 841, 704]
clause bbox=[864, 1235, 1602, 1281]
clause-text: • HSM Pure Aktenvernichter: 5 Jahre bbox=[106, 1843, 280, 1856]
clause-text: Soweit sich HSM in Verzug befindet, hat der Käufer Anspruch auf eine Verzugsentschädigung in Höhe von 0,2 % für jede vollendete Woche des Verzuges, insgesamt jedoch auf höchstens 3% des Rechnungswertes der vom Verzug betroffenen Lieferungen oder Leistungen, es sei denn, der Käufer hat keinen oder einen geringeren Nachteil erlitten. Darüber hinausgehende Schadensersatzansprüche sind ausgeschlossen, es sei denn, bbox=[103, 983, 841, 1026]
section-heading bbox=[43, 746, 841, 763]
bullet-item bbox=[43, 858, 841, 889]
clause-text: Die Produkte von HSM dürfen während der gesamten Betriebslaufzeit nur in witterungsgeschützter Umgebung betrieben werden. Dieser Witterungsschutz muss bauseitig bereits vor Anlieferung, Aufstellung und Inbetriebnahme vorhanden sein. bbox=[103, 2046, 841, 2073]
clause-number: 4.1 bbox=[43, 766, 59, 778]
clause bbox=[43, 474, 841, 490]
clause bbox=[43, 982, 841, 1028]
section-heading bbox=[864, 215, 1602, 232]
clause bbox=[864, 1692, 1602, 1708]
clause bbox=[864, 1992, 1602, 2023]
clause-text: HSM ist stets bemüht, so zügig wie möglich zu liefern. Verbindliche Liefertermine oder -fristen sind ausdrücklich zu vereinbaren. Ein von HSM genannter voraussichtlicher Liefertermin ist nicht verbindlich. bbox=[103, 766, 841, 793]
clause bbox=[43, 1611, 841, 1657]
bullet-item bbox=[43, 1890, 841, 1905]
bullet-item bbox=[864, 1281, 1602, 1312]
bullet-item bbox=[43, 1921, 841, 1952]
section-heading bbox=[864, 1581, 1602, 1598]
clause-number: 6.2 bbox=[43, 1611, 59, 1624]
clause-text: Der Käufer darf die Software nur im gesetzlich zulässigen Umfang (§§ 69a ff UrhG) vervielfältigen, überarbeiten, übersetzen oder von dem Objektcode in den Quellcode umwandeln. Der Käufer verpflichtet sich, Herstellerangaben in überlassener Software – insbesondere Copyright Vermerke – nicht zu entfernen oder ohne vorherige ausdrückliche Zustimmung von HSM zu verändern. bbox=[897, 1646, 1602, 1690]
bullet-item bbox=[43, 1059, 841, 1075]
bullet-item bbox=[43, 1029, 841, 1044]
clause bbox=[864, 1856, 1602, 1902]
clause-number: 4.4 bbox=[43, 828, 59, 840]
bullet-item bbox=[43, 1043, 841, 1059]
clause-text: • HSM SECURIO Aktenvernichter der AF-Serie: 3 Jahre bbox=[106, 1828, 367, 1841]
clause-text: • HSM SECURIO Aktenvernichter der C-Serie, B-Serie und P-Serie: 5 Jahre. Ausgenommen hiervon sind die Aktenvernichter in den Schnittgrößen 0,78 x 11 mm, 1 x 5 mm, 1 x 2 mm bbox=[106, 1782, 841, 1810]
clause bbox=[864, 1172, 1602, 1234]
clause-text: HSM stellt den Käufer von durch HSM unbestrittenen oder rechtskräftig festgestellten Ansprüchen der betreffenden Schutzrechtsinhaber frei. bbox=[897, 1157, 1557, 1170]
clause-number: 11.1 bbox=[864, 1356, 885, 1368]
clause-text: Der Käufer tritt zur Sicherung des Kaufpreisanspruches von HSM sämtliche Ansprüche aus einer Weiterveräußerung im Sinne der Ziff. 9.5 an HSM ab. Ebenfalls abgetreten sind alle Ansprüche, die dem Käufer aus Beschädigung oder Abhandenkommen der Vorbehaltsware gegenüber den jeweiligen Schädigern entstehen; hinsichtlich eventuell auf diese Ansprüche eingehender Zahlungen gelten Ziff. 9.3 Sätze 3 und 4 entsprechend. Solange der Käufer seine gegenüber HSM eingegangenen vertraglichen Pflichten erfüllt und die Erfüllung dieser Pflichten nicht gefährdet ist, kann der Käufer die abgetretenen Forderungen selbst einziehen. bbox=[897, 789, 1602, 864]
bullet-item bbox=[43, 1828, 841, 1843]
document-title bbox=[0, 26, 1624, 84]
section-title: Angebot und Vertragsschluss bbox=[103, 227, 275, 241]
clause-number: 15. bbox=[864, 1912, 882, 1927]
clause-number: 9.3 bbox=[864, 541, 880, 554]
clause-number: 3. bbox=[43, 455, 54, 470]
clause-number: 3.5 bbox=[43, 629, 59, 642]
clause-text: Wenn und soweit HSM Angaben zur Materialspezifikation des mit dem HSM-Produkt zu verarbeitenden Guts (Art, Volumen, Schüttgewicht, Größe, etc.) nicht vorliegen, kann HSM keine technische Machbarkeitsprüfung nach DIN ISO 9001 vornehmen oder in sonstiger Weise die Geeignetheit des Produkts für den angestrebten Zweck prüfen. Weder die Eigenerhebung von Materialdaten noch die eigene Auswahl eines Produkts anhand der Prospekte von HSM durch den Besteller können eine individuelle, auf die konkrete Anwendungssituation ausgerichtete Beratung durch HSM ersetzen. Daher entfällt in diesen Fällen jegliche Gewährleistung oder sonstige Verantwortung oder Haftung von HSM für die Geeignetheit des ausgewählten Produkts für den geplanten Einsatzzweck. Eine eventuelle Verantwortlichkeit von HSM für die Richtigkeit der in den Prospekten enthaltenen Angaben bleibt hiervon unberührt. bbox=[103, 1200, 841, 1290]
clause-text: Von diesen Geschäftsbedingungen abweichende Regelungen gelten nur, wenn HSM ihnen ausdrücklich schriftlich oder in Textform (per E-Mail) zustimmt. bbox=[103, 202, 824, 215]
clause bbox=[864, 1142, 1602, 1157]
clause-text: Auf berechtigtes Verlangen von HSM ist der Käufer verpflichtet, die Abtretung gegenüber seinen Abnehmern offenzulegen und HSM die zur Einziehung erforderlichen Auskünfte und Unterlagen zu geben. Zugriffe Dritter auf die Vorbehaltsware oder die abgetretenen Ansprüche sind HSM unverzüglich anzuzeigen. bbox=[897, 944, 1602, 988]
clause-text: • HSM unverzüglich von der Geltendmachung möglicher Schutz- oder Urheberrechtsverletzungen gegenüber dem Käufer und/oder seinen Abnehmern zu unterrichten, bbox=[900, 1064, 1602, 1093]
clause-number: 10.3 bbox=[864, 1157, 886, 1170]
clause bbox=[864, 711, 1602, 788]
clause-text: Mängelansprüche sind ausgeschlossen, wenn sie bei offensichtlichen Mängeln nicht unverzüglich schriftlich, spätestens jedoch innerhalb von 10 Tagen nach Erhalt der Ware unter Angabe der Lieferschein- und Rechnungsnummer sowie mit einer Beschreibung des gerügten Mangels erhoben werden. Verborgene Mängel sind unverzüglich nach Entdeckung zu rügen, die Beweislast für die Verborgenheit des Mangels trägt der Käufer. bbox=[103, 1611, 841, 1655]
clause bbox=[43, 201, 841, 217]
clause-number: 9.8 bbox=[864, 944, 880, 957]
clause bbox=[864, 1977, 1602, 1993]
clause-number: 8.1 bbox=[864, 234, 880, 246]
clause-number: 3.1 bbox=[43, 474, 59, 487]
clause-number: 7.2 bbox=[864, 160, 880, 173]
clause-text: Sollten einzelne Klauseln dieser Allgemeinen Geschäftsbedingungen ganz oder teilweise unwirksam sein, lässt dies die Wirksamkeit der übrigen Klauseln bzw. der übrigen Teile der unwirksamen Klausel unberührt. Eine unwirksame Regelung werden die Parteien durch eine solche wirksame Regelung ersetzen, die dem wirtschaftlichen Zweck der unwirksamen Regelung am nächsten kommt. Entsprechendes gilt für eine Regelungslücke. bbox=[897, 1931, 1602, 1974]
clause bbox=[43, 489, 841, 535]
clause-number: 10.1 bbox=[864, 1018, 886, 1031]
clause-number: 3.7 bbox=[43, 707, 59, 720]
clause-number: 4.10 bbox=[43, 1200, 65, 1212]
clause bbox=[43, 765, 841, 796]
clause bbox=[864, 866, 1602, 943]
clause-text: HSM ist nicht verantwortlich für Schäden, die durch unsachgemäße Behandlung, Nichteinhaltung der von HSM zusammen mit dem Produkt ausgelieferten Montage-, Betriebs- oder Pflege- und Wartungsanleitungen oder einen für den Betrieb des Produkts ungeeigneten Aufstellungsort oder durch natürliche Abnutzung entstehen. Für Schäden aufgrund der Nichtbeachtung der Montageanleitung oder des Betriebs des Produkts an einem ungeeigneten Aufstellungsort gilt der vorstehende Satz nicht, wenn HSM das Produkt aufgestellt und in Betrieb genommen hat, es sei denn, der Käufer hätte trotz eines Hinweises von HSM auf dessen Ungeeignetheit HSM angewiesen, das Produkt an diesem Ort aufzustellen. bbox=[103, 1293, 841, 1367]
clause bbox=[43, 796, 841, 812]
clause-text: • HSM shredstar Aktenvernichter: 2 Jahre. Die Gewährleistungsverpflichtung für shredstar Modelle beschränkt sich auf die kostenlose Lieferung eines Ersatzgerätes gegen Rücklieferung des defekten Gerätes. bbox=[106, 1859, 841, 1888]
clause bbox=[864, 943, 1602, 989]
clause-number: 8.4 bbox=[864, 358, 880, 371]
clause-text: • HSM Classic: 3 Jahre bbox=[106, 1891, 215, 1903]
clause-text: Über Zwangsvollstreckungsmaßnahmen Dritter in die Vorbehaltsware oder in die im Voraus abgetretenen Forderungen hat der Käufer HSM unverzüglich unter Übergabe der für eine Intervention notwendigen Unterlagen zu unterrichten. Der Käufer trägt alle Kosten, die zur Aufhebung des Zugriffs Dritter auf das Vorbehalts- bzw. Sicherungseigentum von HSM und zur Wiederbeschaffung des Gegenstandes aufgewendet werden müssen, soweit sie nicht von Dritten eingezogen werden können, es sei denn der Zugriff Dritter erfolgte zum Zwecke der Befriedigung von Ansprüchen des Dritten gegen HSM. bbox=[897, 867, 1602, 941]
clause-text: Wartungs- und Servicearbeiten dürfen zur Erhaltung der Gewährleistungsansprüche nur durch HSM-Techniker oder autorisierte Serviceunternehmen durchgeführt werden, es sei denn der Käufer weist bei Geltendmachung von Gewährleistungsansprüchen nach, dass der betreffende Mangel nicht durch Wartungs- oder Servicearbeiten anderer verursacht wurde. HSM haftet nicht für Schäden, die durch Eingriffe Dritter entstehen. bbox=[103, 1370, 841, 1414]
section-heading bbox=[43, 1530, 841, 1547]
clause bbox=[864, 1930, 1602, 1976]
clause-number: 4.7 bbox=[43, 1076, 59, 1089]
section-title: Geltung der Bedingungen bbox=[103, 137, 251, 151]
clause bbox=[864, 2023, 1602, 2055]
